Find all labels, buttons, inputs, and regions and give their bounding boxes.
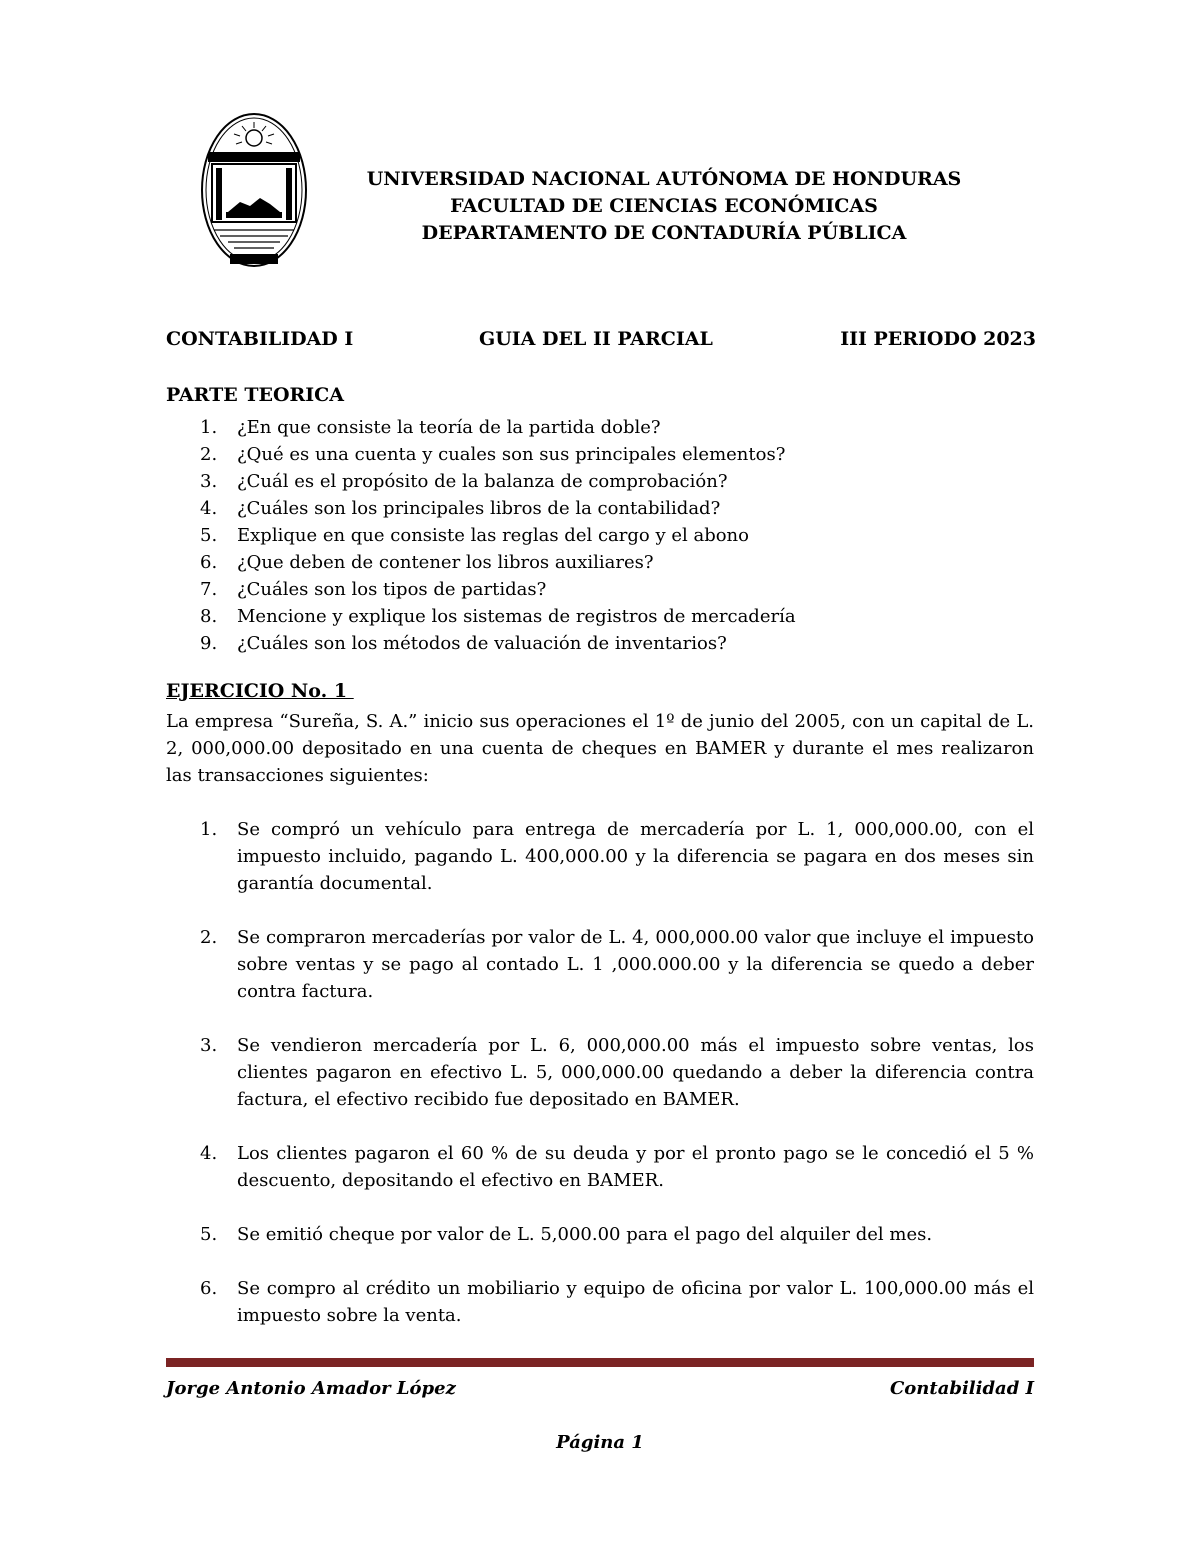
exercise-intro: La empresa “Sureña, S. A.” inicio sus operaciones el 1º de junio del 2005, con un capital de L. 2, 000,000.00 depositado en una cuenta de cheques en BAMER y durante el mes realizaron las transacciones siguientes:: [166, 711, 1034, 786]
exercise-items: [166, 816, 1034, 1356]
list-item: 5. Se emitió cheque por valor de L. 5,000.00 para el pago del alquiler del mes.: [200, 1224, 933, 1245]
list-item: 6. Se compro al crédito un mobiliario y equipo de oficina por valor L. 100,000.00 más el impuesto sobre la venta.: [200, 1278, 1034, 1326]
footer-author: Jorge Antonio Amador López: [166, 1378, 456, 1399]
department-name: DEPARTAMENTO DE CONTADURÍA PÚBLICA: [421, 222, 907, 244]
list-item: 3. Se vendieron mercadería por L. 6, 000,000.00 más el impuesto sobre ventas, los clientes pagaron en efectivo L. 5, 000,000.00 quedando a deber la diferencia contra factura, el efectivo recibido fue depositado en BAMER.: [200, 1035, 1034, 1110]
list-item: 2. Se compraron mercaderías por valor de L. 4, 000,000.00 valor que incluye el impuesto sobre ventas y se pago al contado L. 1 ,000.000.00 y la diferencia se quedo a deber contra factura.: [200, 927, 1034, 1002]
footer-divider: [166, 1358, 1034, 1367]
university-name: UNIVERSIDAD NACIONAL AUTÓNOMA DE HONDURAS: [366, 168, 962, 190]
document-header: [250, 166, 1078, 247]
course-name: CONTABILIDAD I: [166, 328, 354, 350]
page-number: Página 1: [556, 1432, 644, 1453]
guide-title: GUIA DEL II PARCIAL: [479, 328, 713, 350]
footer-subject: Contabilidad I: [889, 1378, 1034, 1399]
exercise-title: EJERCICIO No. 1: [166, 680, 354, 702]
faculty-name: FACULTAD DE CIENCIAS ECONÓMICAS: [450, 195, 878, 217]
theory-title: PARTE TEORICA: [166, 384, 345, 406]
list-item: 1. Se compró un vehículo para entrega de mercadería por L. 1, 000,000.00, con el impuesto incluido, pagando L. 400,000.00 y la diferencia se pagara en dos meses sin garantía documental.: [200, 819, 1034, 894]
list-item: 4. Los clientes pagaron el 60 % de su deuda y por el pronto pago se le concedió el 5 % descuento, depositando el efectivo en BAMER.: [200, 1143, 1034, 1191]
period-label: III PERIODO 2023: [840, 328, 1036, 350]
course-line: [166, 328, 1036, 358]
